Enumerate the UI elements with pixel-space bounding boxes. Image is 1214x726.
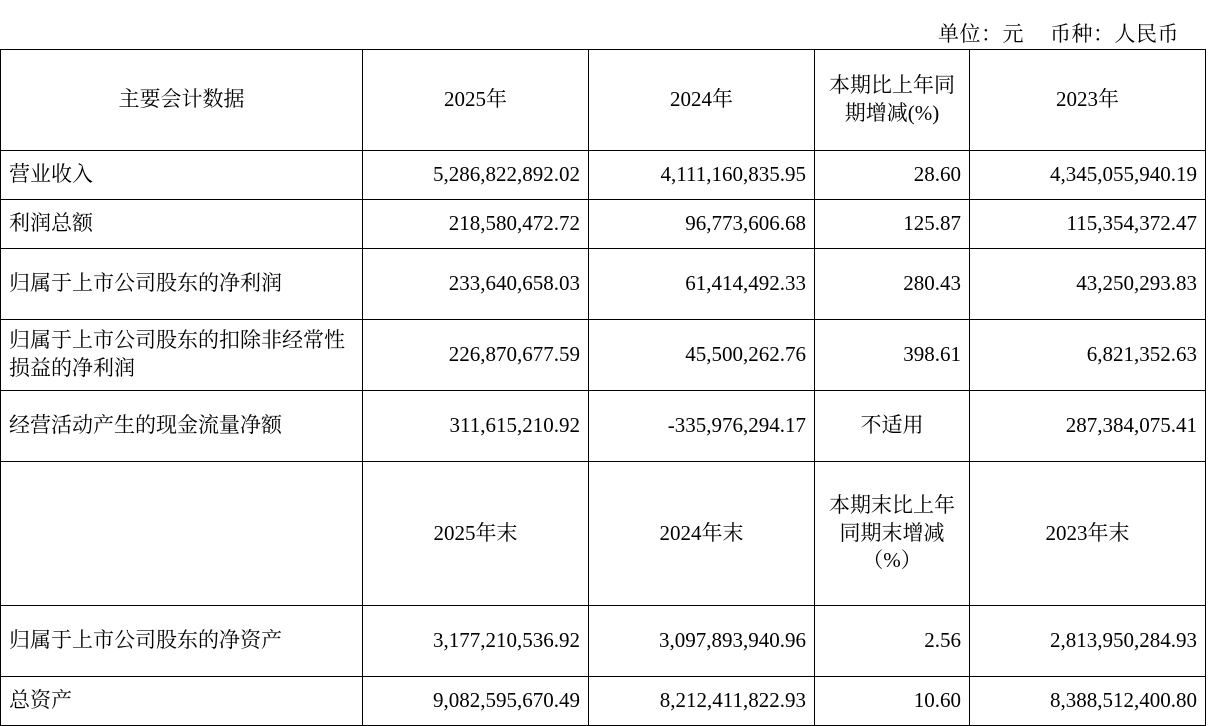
table-row: [1, 606, 1206, 677]
table-row: [1, 391, 1206, 462]
table-row: [1, 200, 1206, 249]
row-value-change: 2.56: [815, 606, 970, 677]
row-value-2024: 45,500,262.76: [589, 320, 815, 391]
row-label: 经营活动产生的现金流量净额: [1, 391, 363, 462]
table-row: [1, 677, 1206, 726]
row-value-change: 125.87: [815, 200, 970, 249]
unit-label: 单位：元: [938, 22, 1024, 46]
period-header-main-label: [1, 462, 363, 606]
row-value-2025: 3,177,210,536.92: [363, 606, 589, 677]
row-value-2023: 8,388,512,400.80: [970, 677, 1206, 726]
unit-currency-line: [938, 18, 1179, 48]
row-value-2024: 96,773,606.68: [589, 200, 815, 249]
row-label: 总资产: [1, 677, 363, 726]
row-value-2025: 311,615,210.92: [363, 391, 589, 462]
row-value-change: 398.61: [815, 320, 970, 391]
row-value-2023: 6,821,352.63: [970, 320, 1206, 391]
header-col-2023: 2023年: [970, 50, 1206, 151]
period-header-col-2024: 2024年末: [589, 462, 815, 606]
row-value-2024: 61,414,492.33: [589, 249, 815, 320]
table-row: [1, 249, 1206, 320]
row-value-2024: 8,212,411,822.93: [589, 677, 815, 726]
period-header-row: [1, 462, 1206, 606]
period-header-col-2025: 2025年末: [363, 462, 589, 606]
row-value-2025: 233,640,658.03: [363, 249, 589, 320]
table-row: [1, 151, 1206, 200]
row-label: 归属于上市公司股东的净利润: [1, 249, 363, 320]
table-row: [1, 320, 1206, 391]
row-value-2023: 4,345,055,940.19: [970, 151, 1206, 200]
row-value-2025: 226,870,677.59: [363, 320, 589, 391]
row-value-2025: 5,286,822,892.02: [363, 151, 589, 200]
period-header-col-change: 本期末比上年同期末增减（%）: [815, 462, 970, 606]
row-value-change: 280.43: [815, 249, 970, 320]
row-value-2023: 2,813,950,284.93: [970, 606, 1206, 677]
row-value-2025: 218,580,472.72: [363, 200, 589, 249]
currency-label: 币种：人民币: [1050, 22, 1179, 46]
row-value-change: 10.60: [815, 677, 970, 726]
header-col-2024: 2024年: [589, 50, 815, 151]
row-value-change: 不适用: [815, 391, 970, 462]
header-col-change: 本期比上年同期增减(%): [815, 50, 970, 151]
row-label: 归属于上市公司股东的净资产: [1, 606, 363, 677]
row-label: 利润总额: [1, 200, 363, 249]
row-value-2024: -335,976,294.17: [589, 391, 815, 462]
row-value-2023: 287,384,075.41: [970, 391, 1206, 462]
row-value-2023: 115,354,372.47: [970, 200, 1206, 249]
table-header-row: [1, 50, 1206, 151]
row-value-2024: 4,111,160,835.95: [589, 151, 815, 200]
main-accounting-data-table: [0, 49, 1206, 726]
row-value-2025: 9,082,595,670.49: [363, 677, 589, 726]
row-label: 归属于上市公司股东的扣除非经常性损益的净利润: [1, 320, 363, 391]
row-value-2024: 3,097,893,940.96: [589, 606, 815, 677]
row-value-2023: 43,250,293.83: [970, 249, 1206, 320]
header-main-label: 主要会计数据: [1, 50, 363, 151]
row-value-change: 28.60: [815, 151, 970, 200]
header-col-2025: 2025年: [363, 50, 589, 151]
row-label: 营业收入: [1, 151, 363, 200]
period-header-col-2023: 2023年末: [970, 462, 1206, 606]
